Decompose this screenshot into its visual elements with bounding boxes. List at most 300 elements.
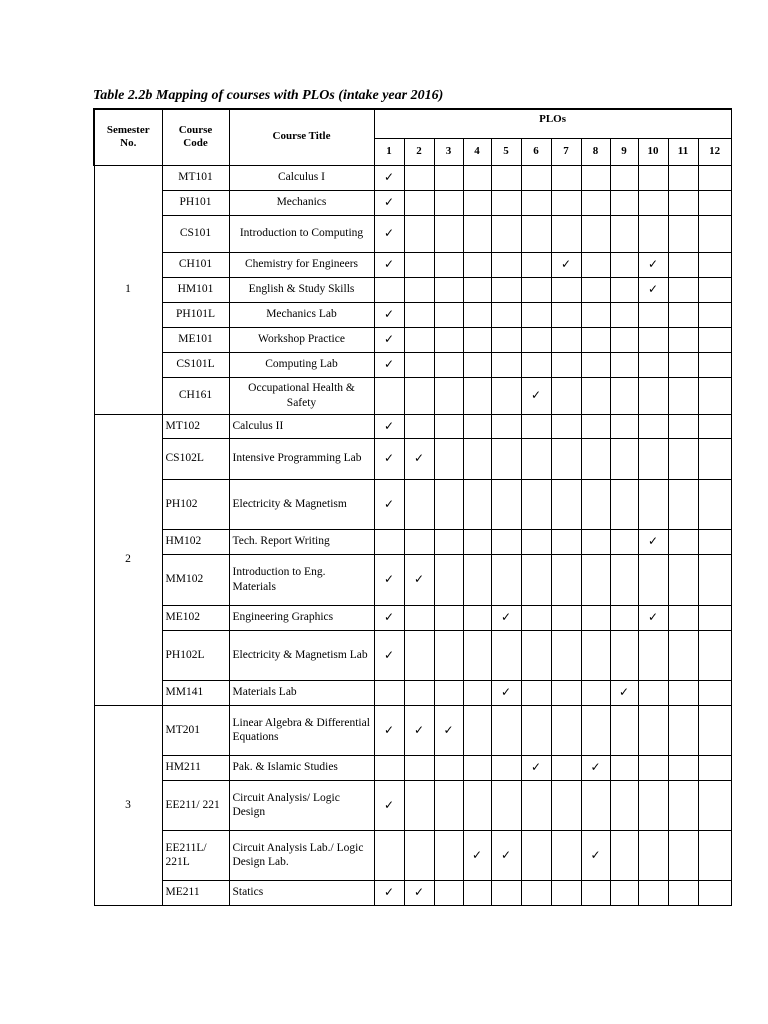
plo-cell-12	[698, 680, 731, 705]
plo-number-2: 2	[404, 138, 434, 165]
checkmark-icon: ✓	[383, 647, 395, 662]
plo-cell-8	[581, 438, 610, 479]
table-row	[94, 780, 731, 830]
plo-cell-11	[668, 438, 698, 479]
plo-cell-5	[491, 479, 521, 529]
plo-cell-6	[521, 880, 551, 905]
plo-cell-6	[521, 529, 551, 554]
plo-cell-8	[581, 277, 610, 302]
plo-cell-5	[491, 277, 521, 302]
plo-cell-9	[610, 880, 638, 905]
plo-cell-9	[610, 680, 638, 705]
plo-cell-12	[698, 414, 731, 438]
plo-cell-1	[374, 780, 404, 830]
checkmark-icon: ✓	[647, 282, 659, 296]
plo-cell-12	[698, 630, 731, 680]
plo-cell-5	[491, 327, 521, 352]
course-code: PH102L	[162, 630, 229, 680]
course-title: Materials Lab	[229, 680, 374, 705]
plo-cell-1	[374, 252, 404, 277]
plo-cell-2	[404, 327, 434, 352]
plo-cell-5	[491, 215, 521, 252]
plo-cell-3	[434, 705, 463, 755]
plo-cell-7	[551, 215, 581, 252]
plo-cell-6	[521, 277, 551, 302]
plo-cell-3	[434, 352, 463, 377]
table-row	[94, 190, 731, 215]
plo-cell-11	[668, 215, 698, 252]
plo-cell-9	[610, 377, 638, 414]
plo-cell-5	[491, 605, 521, 630]
plo-cell-9	[610, 554, 638, 605]
plo-cell-6	[521, 554, 551, 605]
course-code: EE211/ 221	[162, 780, 229, 830]
plo-cell-7	[551, 414, 581, 438]
plo-cell-6	[521, 215, 551, 252]
plo-cell-11	[668, 252, 698, 277]
course-title: Mechanics Lab	[229, 302, 374, 327]
plo-cell-2	[404, 377, 434, 414]
plo-cell-10	[638, 830, 668, 880]
plo-cell-2	[404, 190, 434, 215]
plo-cell-4	[463, 755, 491, 780]
plo-number-1: 1	[374, 138, 404, 165]
plo-cell-10	[638, 880, 668, 905]
checkmark-icon: ✓	[413, 451, 425, 465]
plo-cell-12	[698, 302, 731, 327]
course-code: MM102	[162, 554, 229, 605]
plo-cell-7	[551, 755, 581, 780]
plo-cell-12	[698, 830, 731, 880]
plo-cell-12	[698, 479, 731, 529]
plo-cell-9	[610, 605, 638, 630]
table-body	[94, 165, 731, 905]
plo-cell-6	[521, 680, 551, 705]
plo-cell-3	[434, 554, 463, 605]
course-title: Tech. Report Writing	[229, 529, 374, 554]
plo-cell-2	[404, 880, 434, 905]
course-title: Chemistry for Engineers	[229, 252, 374, 277]
plo-cell-10	[638, 438, 668, 479]
course-title: Calculus I	[229, 165, 374, 190]
plo-cell-12	[698, 165, 731, 190]
checkmark-icon: ✓	[590, 847, 601, 862]
plo-cell-8	[581, 479, 610, 529]
table-row	[94, 377, 731, 414]
plo-cell-11	[668, 755, 698, 780]
plo-cell-3	[434, 438, 463, 479]
plo-cell-1	[374, 277, 404, 302]
plo-cell-8	[581, 830, 610, 880]
plo-cell-1	[374, 830, 404, 880]
course-code: ME102	[162, 605, 229, 630]
plo-cell-3	[434, 780, 463, 830]
course-code: PH102	[162, 479, 229, 529]
checkmark-icon: ✓	[500, 685, 512, 699]
course-title: Circuit Analysis Lab./ Logic Design Lab.	[229, 830, 374, 880]
plo-cell-8	[581, 880, 610, 905]
plo-cell-10	[638, 352, 668, 377]
plo-cell-3	[434, 327, 463, 352]
plo-cell-7	[551, 327, 581, 352]
plo-cell-2	[404, 529, 434, 554]
plo-cell-9	[610, 414, 638, 438]
plo-cell-12	[698, 327, 731, 352]
plo-cell-8	[581, 414, 610, 438]
plo-cell-8	[581, 252, 610, 277]
plo-cell-4	[463, 277, 491, 302]
plo-cell-2	[404, 414, 434, 438]
plo-cell-4	[463, 830, 491, 880]
plo-cell-8	[581, 680, 610, 705]
plo-cell-11	[668, 302, 698, 327]
plo-cell-5	[491, 190, 521, 215]
plo-cell-12	[698, 529, 731, 554]
plo-cell-12	[698, 377, 731, 414]
table-caption: Table 2.2b Mapping of courses with PLOs (intake year 2016)	[93, 88, 444, 103]
course-code: ME211	[162, 880, 229, 905]
checkmark-icon: ✓	[647, 257, 659, 271]
table-row	[94, 605, 731, 630]
plo-cell-7	[551, 377, 581, 414]
plo-cell-2	[404, 554, 434, 605]
plo-cell-2	[404, 215, 434, 252]
plo-number-12: 12	[698, 138, 731, 165]
checkmark-icon: ✓	[383, 195, 395, 209]
checkmark-icon: ✓	[500, 847, 512, 862]
plo-cell-9	[610, 529, 638, 554]
course-title: Workshop Practice	[229, 327, 374, 352]
plo-cell-11	[668, 529, 698, 554]
plo-cell-7	[551, 252, 581, 277]
plo-cell-5	[491, 755, 521, 780]
plo-cell-3	[434, 529, 463, 554]
plo-number-6: 6	[521, 138, 551, 165]
plo-cell-11	[668, 605, 698, 630]
plo-cell-6	[521, 414, 551, 438]
plo-cell-9	[610, 705, 638, 755]
plo-cell-11	[668, 830, 698, 880]
plo-cell-11	[668, 377, 698, 414]
course-title: Introduction to Computing	[229, 215, 374, 252]
course-code: PH101L	[162, 302, 229, 327]
plo-cell-4	[463, 630, 491, 680]
course-title: Linear Algebra & Differential Equations	[229, 705, 374, 755]
plo-cell-1	[374, 529, 404, 554]
plo-cell-3	[434, 302, 463, 327]
course-code: HM211	[162, 755, 229, 780]
checkmark-icon: ✓	[383, 418, 395, 433]
plo-cell-12	[698, 880, 731, 905]
plo-cell-2	[404, 780, 434, 830]
plo-cell-10	[638, 780, 668, 830]
plo-cell-11	[668, 880, 698, 905]
plo-cell-2	[404, 630, 434, 680]
checkmark-icon: ✓	[413, 572, 425, 586]
plo-cell-12	[698, 252, 731, 277]
plo-number-10: 10	[638, 138, 668, 165]
plo-cell-6	[521, 352, 551, 377]
plo-cell-2	[404, 479, 434, 529]
plo-cell-9	[610, 780, 638, 830]
plo-cell-11	[668, 705, 698, 755]
plo-cell-7	[551, 705, 581, 755]
plo-cell-4	[463, 529, 491, 554]
plo-cell-3	[434, 252, 463, 277]
course-code: HM102	[162, 529, 229, 554]
plo-cell-2	[404, 352, 434, 377]
plo-cell-11	[668, 190, 698, 215]
plo-cell-12	[698, 780, 731, 830]
plo-cell-11	[668, 352, 698, 377]
plo-cell-5	[491, 880, 521, 905]
plo-cell-12	[698, 352, 731, 377]
plo-cell-9	[610, 327, 638, 352]
plo-cell-4	[463, 414, 491, 438]
plo-cell-11	[668, 554, 698, 605]
plo-cell-9	[610, 438, 638, 479]
plo-cell-10	[638, 755, 668, 780]
plo-cell-7	[551, 165, 581, 190]
plo-cell-6	[521, 165, 551, 190]
checkmark-icon: ✓	[383, 496, 395, 511]
plo-cell-10	[638, 252, 668, 277]
plo-cell-1	[374, 705, 404, 755]
table-row	[94, 252, 731, 277]
course-code: PH101	[162, 190, 229, 215]
plo-cell-9	[610, 165, 638, 190]
table-row	[94, 880, 731, 905]
plo-cell-10	[638, 605, 668, 630]
course-title: Introduction to Eng. Materials	[229, 554, 374, 605]
plo-cell-9	[610, 252, 638, 277]
plo-cell-5	[491, 630, 521, 680]
plo-cell-6	[521, 830, 551, 880]
plo-cell-2	[404, 165, 434, 190]
course-code: EE211L/ 221L	[162, 830, 229, 880]
plo-cell-4	[463, 377, 491, 414]
plo-cell-6	[521, 705, 551, 755]
plo-cell-7	[551, 680, 581, 705]
plo-cell-4	[463, 190, 491, 215]
course-code: CS102L	[162, 438, 229, 479]
plo-cell-1	[374, 352, 404, 377]
plo-number-3: 3	[434, 138, 463, 165]
course-title: Mechanics	[229, 190, 374, 215]
plo-cell-8	[581, 755, 610, 780]
plo-cell-9	[610, 830, 638, 880]
plo-cell-8	[581, 780, 610, 830]
plo-cell-12	[698, 190, 731, 215]
plo-cell-4	[463, 705, 491, 755]
plo-cell-6	[521, 327, 551, 352]
plo-cell-10	[638, 165, 668, 190]
plo-cell-11	[668, 327, 698, 352]
course-title: Calculus II	[229, 414, 374, 438]
plo-cell-2	[404, 705, 434, 755]
checkmark-icon: ✓	[560, 257, 572, 271]
plo-cell-4	[463, 605, 491, 630]
plo-cell-9	[610, 479, 638, 529]
plo-cell-4	[463, 780, 491, 830]
checkmark-icon: ✓	[590, 760, 601, 774]
course-title: Computing Lab	[229, 352, 374, 377]
plo-cell-8	[581, 165, 610, 190]
plo-cell-5	[491, 705, 521, 755]
plo-cell-3	[434, 755, 463, 780]
plo-cell-3	[434, 414, 463, 438]
plo-cell-5	[491, 352, 521, 377]
course-code: CS101L	[162, 352, 229, 377]
plo-cell-1	[374, 165, 404, 190]
plo-cell-7	[551, 438, 581, 479]
plo-cell-8	[581, 605, 610, 630]
plo-cell-7	[551, 780, 581, 830]
course-title: Engineering Graphics	[229, 605, 374, 630]
plo-cell-10	[638, 302, 668, 327]
plo-cell-6	[521, 605, 551, 630]
plo-cell-9	[610, 215, 638, 252]
plo-number-7: 7	[551, 138, 581, 165]
plo-cell-1	[374, 438, 404, 479]
plo-cell-4	[463, 680, 491, 705]
plo-cell-7	[551, 605, 581, 630]
plo-cell-10	[638, 680, 668, 705]
plo-cell-12	[698, 605, 731, 630]
plo-cell-4	[463, 215, 491, 252]
plo-cell-8	[581, 554, 610, 605]
course-code: CS101	[162, 215, 229, 252]
plo-cell-4	[463, 880, 491, 905]
course-code-header: Course Code	[162, 109, 229, 165]
checkmark-icon: ✓	[383, 885, 395, 899]
checkmark-icon: ✓	[383, 610, 395, 624]
semester-number: 2	[94, 414, 162, 705]
plo-cell-7	[551, 630, 581, 680]
plo-cell-1	[374, 554, 404, 605]
plo-cell-5	[491, 680, 521, 705]
table-row	[94, 529, 731, 554]
plo-cell-4	[463, 352, 491, 377]
plo-cell-4	[463, 252, 491, 277]
course-title: Intensive Programming Lab	[229, 438, 374, 479]
course-code: MT201	[162, 705, 229, 755]
plo-cell-2	[404, 277, 434, 302]
course-code: CH161	[162, 377, 229, 414]
checkmark-icon: ✓	[383, 332, 395, 346]
plo-cell-11	[668, 630, 698, 680]
course-code: MM141	[162, 680, 229, 705]
plo-cell-6	[521, 190, 551, 215]
checkmark-icon: ✓	[443, 722, 454, 737]
plo-cell-1	[374, 377, 404, 414]
plo-cell-12	[698, 215, 731, 252]
checkmark-icon: ✓	[383, 451, 395, 465]
plo-cell-12	[698, 438, 731, 479]
plo-cell-6	[521, 755, 551, 780]
plo-cell-8	[581, 352, 610, 377]
plo-cell-8	[581, 630, 610, 680]
plo-cell-2	[404, 830, 434, 880]
plo-cell-12	[698, 705, 731, 755]
semester-number: 1	[94, 165, 162, 414]
plo-cell-2	[404, 252, 434, 277]
checkmark-icon: ✓	[618, 685, 630, 699]
plo-cell-10	[638, 705, 668, 755]
semester-number: 3	[94, 705, 162, 905]
plo-cell-1	[374, 605, 404, 630]
checkmark-icon: ✓	[383, 226, 395, 240]
plo-cell-3	[434, 215, 463, 252]
plo-cell-2	[404, 605, 434, 630]
plo-cell-12	[698, 277, 731, 302]
plo-cell-6	[521, 630, 551, 680]
checkmark-icon: ✓	[413, 722, 425, 737]
plo-mapping-table	[93, 108, 732, 906]
plo-cell-2	[404, 438, 434, 479]
checkmark-icon: ✓	[647, 534, 659, 548]
plo-cell-4	[463, 327, 491, 352]
course-title: Pak. & Islamic Studies	[229, 755, 374, 780]
plo-cell-1	[374, 414, 404, 438]
plo-cell-5	[491, 252, 521, 277]
checkmark-icon: ✓	[383, 357, 395, 371]
plo-cell-1	[374, 327, 404, 352]
course-title: Circuit Analysis/ Logic Design	[229, 780, 374, 830]
plo-cell-12	[698, 554, 731, 605]
plo-cell-8	[581, 215, 610, 252]
plo-cell-6	[521, 252, 551, 277]
plo-cell-1	[374, 880, 404, 905]
plo-cell-10	[638, 479, 668, 529]
plo-cell-5	[491, 165, 521, 190]
course-title: Occupational Health & Safety	[229, 377, 374, 414]
plo-cell-10	[638, 529, 668, 554]
plo-cell-7	[551, 880, 581, 905]
plo-cell-5	[491, 302, 521, 327]
checkmark-icon: ✓	[413, 885, 425, 899]
plo-cell-5	[491, 830, 521, 880]
plo-cell-6	[521, 438, 551, 479]
plo-cell-7	[551, 302, 581, 327]
plo-number-9: 9	[610, 138, 638, 165]
plo-cell-1	[374, 755, 404, 780]
plo-cell-10	[638, 215, 668, 252]
plo-cell-4	[463, 302, 491, 327]
plo-cell-3	[434, 630, 463, 680]
checkmark-icon: ✓	[500, 610, 512, 624]
plo-cell-3	[434, 680, 463, 705]
plo-cell-8	[581, 302, 610, 327]
course-code: CH101	[162, 252, 229, 277]
checkmark-icon: ✓	[383, 722, 395, 737]
plos-header: PLOs	[374, 109, 731, 138]
plo-cell-10	[638, 377, 668, 414]
course-code: HM101	[162, 277, 229, 302]
plo-cell-9	[610, 630, 638, 680]
plo-cell-11	[668, 414, 698, 438]
checkmark-icon: ✓	[383, 170, 395, 184]
plo-cell-5	[491, 554, 521, 605]
plo-cell-8	[581, 529, 610, 554]
plo-cell-8	[581, 377, 610, 414]
plo-cell-11	[668, 780, 698, 830]
plo-cell-6	[521, 377, 551, 414]
plo-cell-3	[434, 830, 463, 880]
course-code: ME101	[162, 327, 229, 352]
plo-cell-3	[434, 190, 463, 215]
plo-cell-6	[521, 780, 551, 830]
